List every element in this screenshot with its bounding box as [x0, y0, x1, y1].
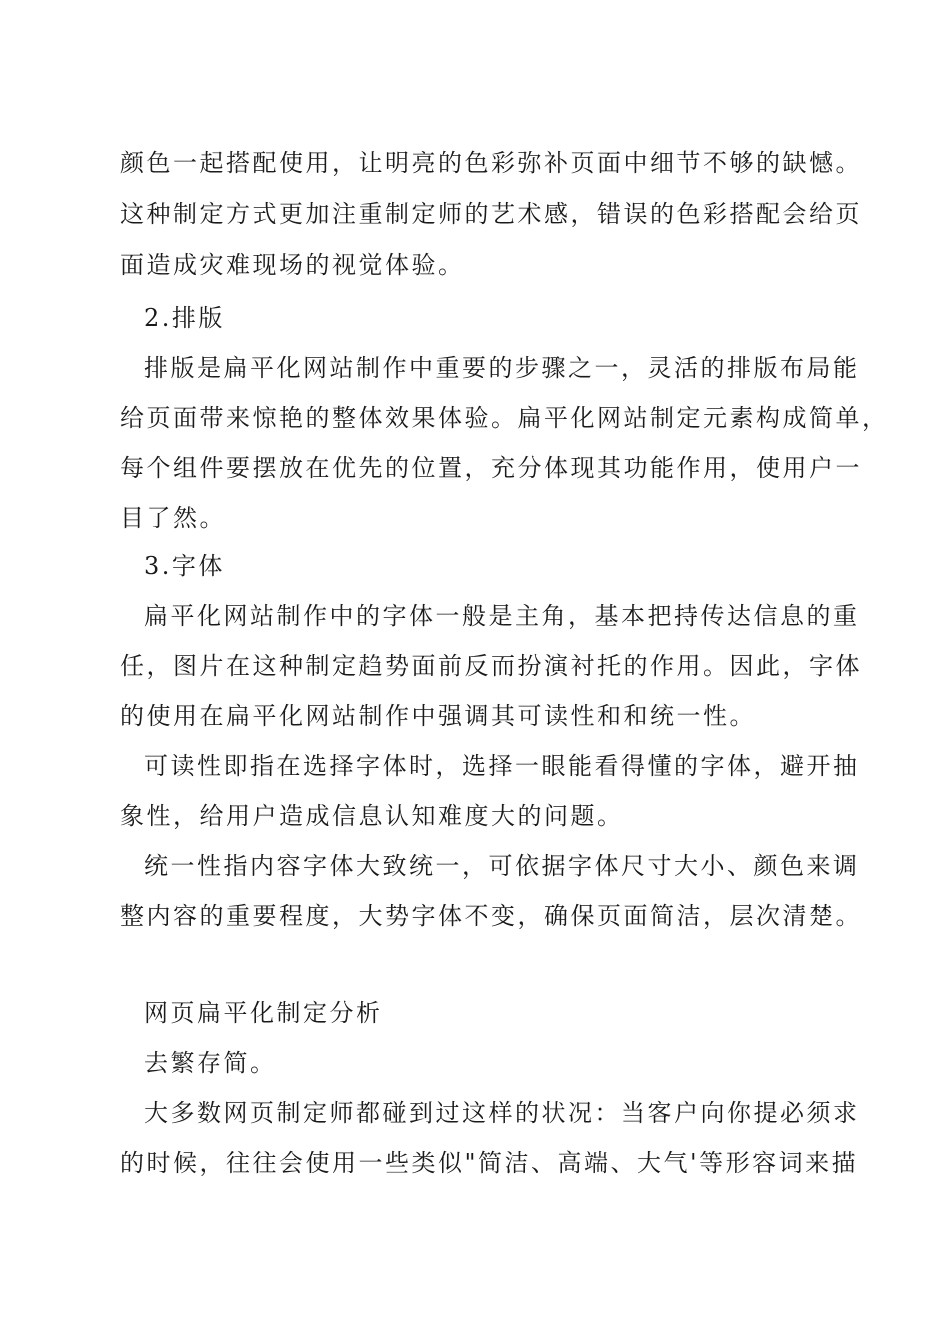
paragraph-line: 去繁存简。	[144, 1049, 277, 1077]
paragraph-line: 给页面带来惊艳的整体效果体验。扁平化网站制定元素构成简单，	[120, 404, 889, 432]
paragraph-line: 每个组件要摆放在优先的位置，充分体现其功能作用，使用户一	[120, 454, 862, 482]
section-heading: 2.排版	[144, 304, 225, 332]
paragraph-line: 扁平化网站制作中的字体一般是主角，基本把持传达信息的重	[144, 602, 860, 630]
section-heading: 3.字体	[144, 552, 225, 580]
paragraph-line: 排版是扁平化网站制作中重要的步骤之一，灵活的排版布局能	[144, 354, 860, 382]
paragraph-line: 象性，给用户造成信息认知难度大的问题。	[120, 802, 624, 830]
paragraph-line: 统一性指内容字体大致统一，可依据字体尺寸大小、颜色来调	[144, 852, 860, 880]
paragraph-line: 颜色一起搭配使用，让明亮的色彩弥补页面中细节不够的缺憾。	[120, 149, 862, 177]
paragraph-line: 目了然。	[120, 504, 226, 532]
paragraph-line: 面造成灾难现场的视觉体验。	[120, 251, 465, 279]
paragraph-line: 整内容的重要程度，大势字体不变，确保页面简洁，层次清楚。	[120, 902, 862, 930]
paragraph-line: 的使用在扁平化网站制作中强调其可读性和和统一性。	[120, 702, 756, 730]
section-heading: 网页扁平化制定分析	[144, 999, 383, 1027]
paragraph-line: 任，图片在这种制定趋势面前反而扮演衬托的作用。因此，字体	[120, 652, 862, 680]
paragraph-line: 大多数网页制定师都碰到过这样的状况：当客户向你提必须求	[144, 1099, 860, 1127]
paragraph-line: 的时候，往往会使用一些类似"简洁、高端、大气'等形容词来描	[120, 1149, 859, 1177]
paragraph-line: 这种制定方式更加注重制定师的艺术感，错误的色彩搭配会给页	[120, 200, 862, 228]
paragraph-line: 可读性即指在选择字体时，选择一眼能看得懂的字体，避开抽	[144, 752, 860, 780]
